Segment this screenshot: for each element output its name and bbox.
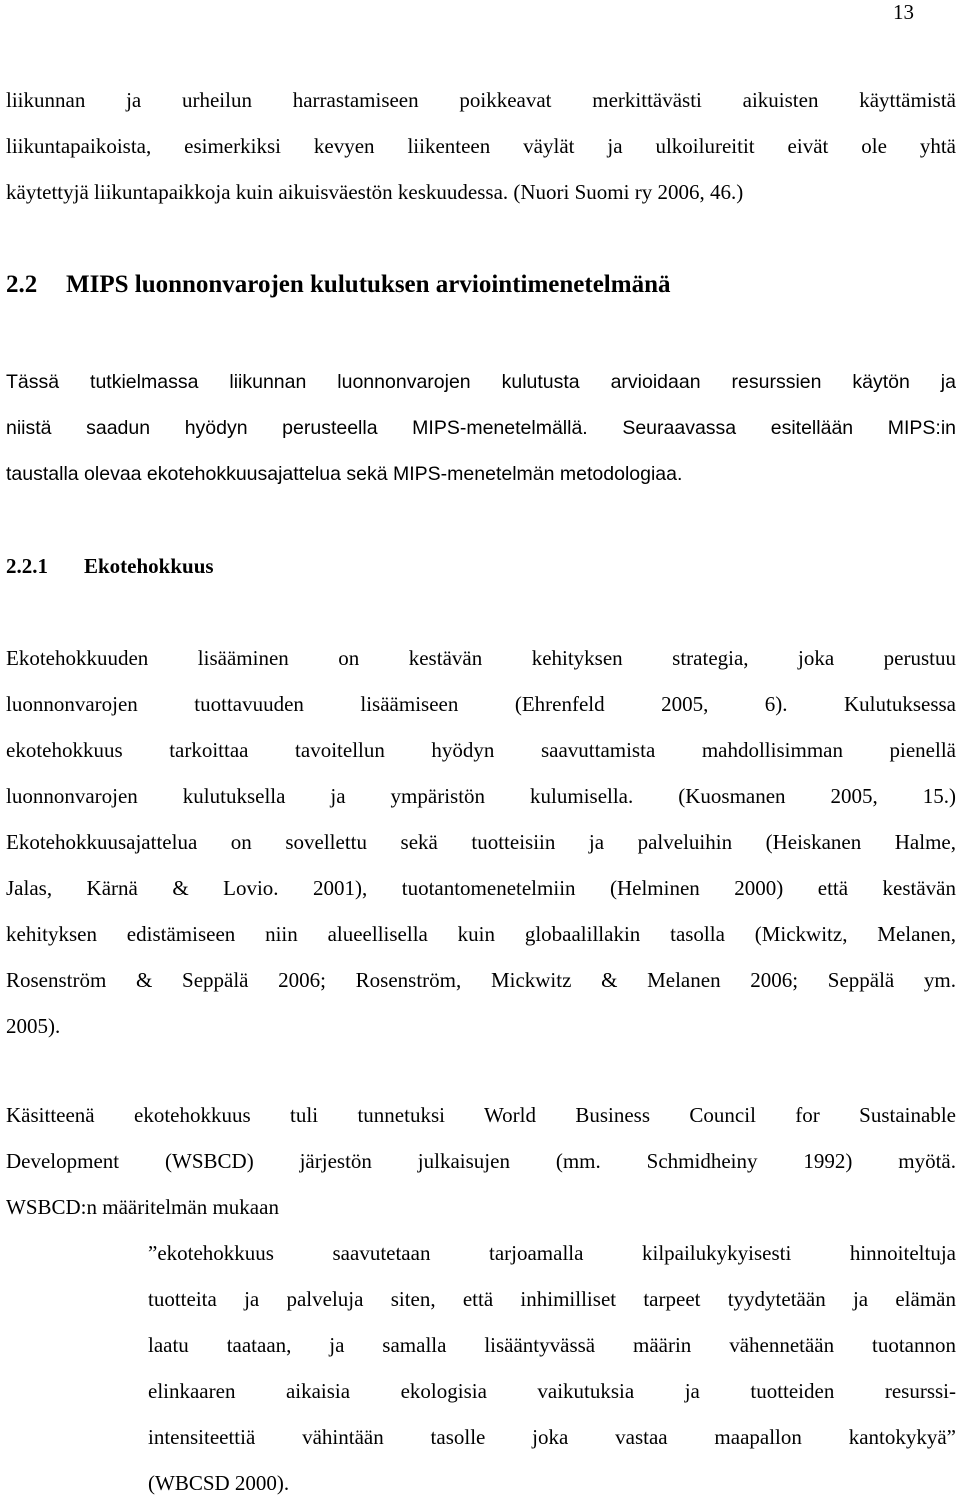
section-number: 2.2.1: [6, 554, 48, 578]
text-line: Ekotehokkuuden lisääminen on kestävän kehityksen strategia, joka perustuu: [6, 646, 956, 670]
text-line: Development (WSBCD) järjestön julkaisujen (mm. Schmidheiny 1992) myötä.: [6, 1149, 956, 1173]
text-line: luonnonvarojen kulutuksella ja ympäristön kulumisella. (Kuosmanen 2005, 15.): [6, 784, 956, 808]
section-heading-2-2-1: [6, 543, 214, 589]
quote-line: (WBCSD 2000).: [148, 1471, 290, 1495]
text-line: liikunnan ja urheilun harrastamiseen poikkeavat merkittävästi aikuisten käyttämistä: [6, 88, 956, 112]
text-line: käytettyjä liikuntapaikkoja kuin aikuisväestön keskuudessa. (Nuori Suomi ry 2006, 46.): [6, 180, 744, 204]
wbcsd-paragraph: [6, 1092, 956, 1230]
text-line: liikuntapaikoista, esimerkiksi kevyen liikenteen väylät ja ulkoilureitit eivät ole yhtä: [6, 134, 956, 158]
text-line: ekotehokkuus tarkoittaa tavoitellun hyödyn saavuttamista mahdollisimman pienellä: [6, 738, 956, 762]
section-heading-2-2: [6, 262, 670, 308]
quote-line: intensiteettiä vähintään tasolle joka vastaa maapallon kantokykyä”: [148, 1425, 956, 1449]
section-title: MIPS luonnonvarojen kulutuksen arviointimenetelmänä: [66, 271, 671, 298]
text-line: Jalas, Kärnä & Lovio. 2001), tuotantomenetelmiin (Helminen 2000) että kestävän: [6, 876, 956, 900]
text-line: Käsitteenä ekotehokkuus tuli tunnetuksi World Business Council for Sustainable: [6, 1103, 956, 1127]
text-line: WSBCD:n määritelmän mukaan: [6, 1195, 279, 1219]
text-line: 2005).: [6, 1014, 61, 1038]
ekotehokkuus-paragraph: [6, 635, 956, 1049]
text-line: luonnonvarojen tuottavuuden lisäämiseen (Ehrenfeld 2005, 6). Kulutuksessa: [6, 692, 956, 716]
section-title: Ekotehokkuus: [84, 554, 214, 578]
quote-line: elinkaaren aikaisia ekologisia vaikutuksia ja tuotteiden resurssi-: [148, 1379, 956, 1403]
text-line: kehityksen edistämiseen niin alueellisella kuin globaalillakin tasolla (Mickwitz, Melanen,: [6, 922, 956, 946]
text-line: Rosenström & Seppälä 2006; Rosenström, Mickwitz & Melanen 2006; Seppälä ym.: [6, 968, 956, 992]
text-line: niistä saadun hyödyn perusteella MIPS-menetelmällä. Seuraavassa esitellään MIPS:in: [6, 417, 956, 439]
section-number: 2.2: [6, 271, 38, 298]
text-line: taustalla olevaa ekotehokkuusajattelua sekä MIPS-menetelmän metodologiaa.: [6, 463, 683, 485]
intro-paragraph: [6, 77, 956, 215]
text-line: Tässä tutkielmassa liikunnan luonnonvarojen kulutusta arvioidaan resurssien käytön ja: [6, 371, 956, 393]
page-number: 13: [893, 0, 914, 24]
block-quote: [148, 1230, 956, 1506]
quote-line: tuotteita ja palveluja siten, että inhimilliset tarpeet tyydytetään ja elämän: [148, 1287, 956, 1311]
text-line: Ekotehokkuusajattelua on sovellettu sekä tuotteisiin ja palveluihin (Heiskanen Halme,: [6, 830, 956, 854]
section-2-2-paragraph: [6, 359, 956, 497]
quote-line: laatu taataan, ja samalla lisääntyvässä määrin vähennetään tuotannon: [148, 1333, 956, 1357]
quote-line: ”ekotehokkuus saavutetaan tarjoamalla kilpailukykyisesti hinnoiteltuja: [148, 1241, 956, 1265]
